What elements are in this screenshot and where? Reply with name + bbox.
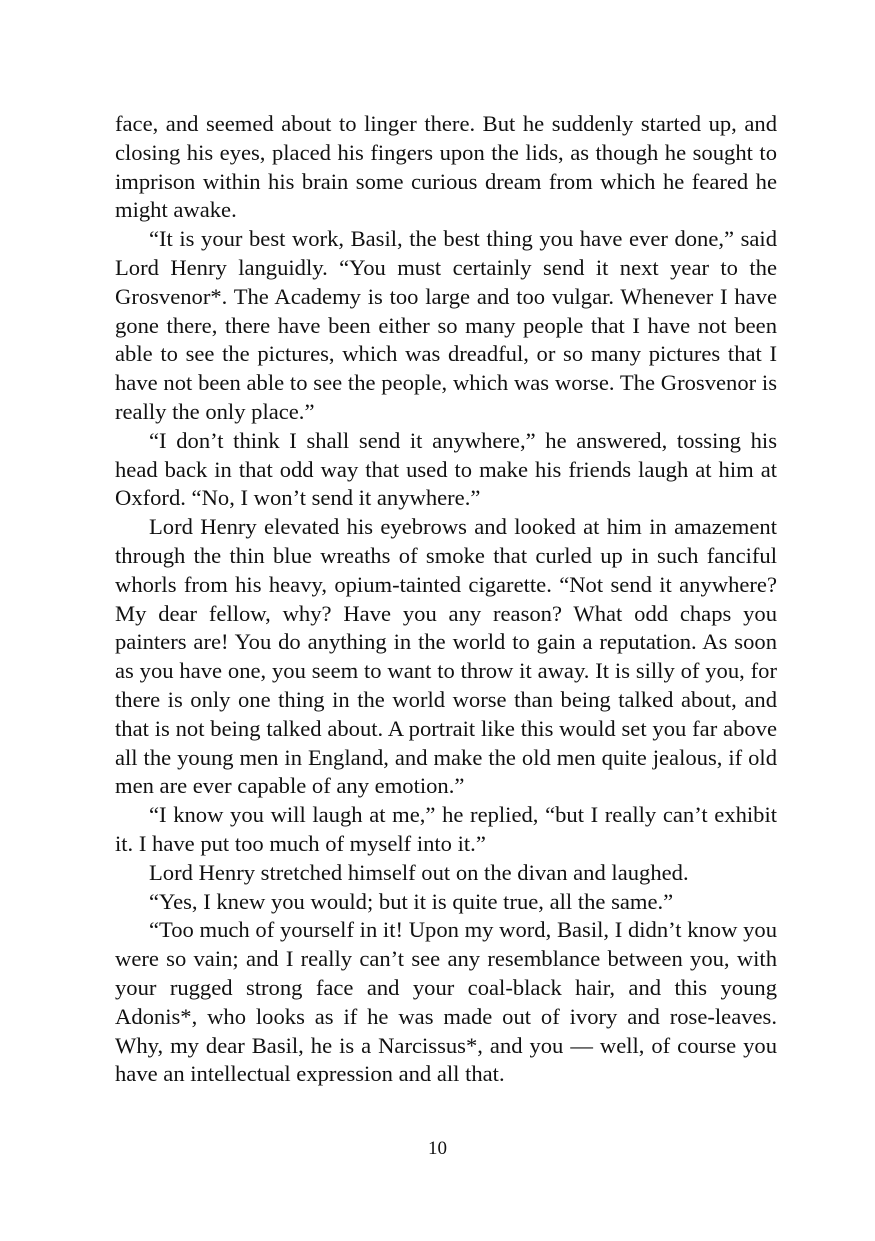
paragraph: “I know you will laugh at me,” he replied, “but I really can’t exhibit it. I have put too much of myself into it.” bbox=[115, 802, 777, 856]
paragraph-continuation: face, and seemed about to linger there. But he suddenly started up, and closing his eyes, placed his fingers upon the lids, as though he sought to imprison within his brain some curious dream from which he feared he might awake. bbox=[115, 111, 777, 223]
paragraph: “Yes, I knew you would; but it is quite true, all the same.” bbox=[149, 888, 674, 914]
paragraph: Lord Henry elevated his eyebrows and looked at him in amazement through the thin blue wreaths of smoke that curled up in such fanciful whorls from his heavy, opium-tainted cigarette. “Not send it anywhere? My dear fellow, why? Have you any reason? What odd chaps you painters are! You do anything in the world to gain a reputation. As soon as you have one, you seem to want to throw it away. It is silly of you, for there is only one thing in the world worse than being talked about, and that is not being talked about. A portrait like this would set you far above all the young men in England, and make the old men quite jealous, if old men are ever capable of any emotion.” bbox=[115, 514, 777, 799]
paragraph: “I don’t think I shall send it anywhere,” he answered, tossing his head back in that odd way that used to make his friends laugh at him at Oxford. “No, I won’t send it anywhere.” bbox=[115, 427, 777, 511]
body-text bbox=[115, 110, 777, 1089]
page-number: 10 bbox=[428, 1138, 447, 1159]
paragraph: “Too much of yourself in it! Upon my word, Basil, I didn’t know you were so vain; and I really can’t see any resemblance between you, with your rugged strong face and your coal-black hair, and this young Adonis*, who looks as if he was made out of ivory and rose-leaves. Why, my dear Basil, he is a Narcissus*, and you — well, of course you have an intellectual expression and all that. bbox=[115, 917, 777, 1087]
paragraph: Lord Henry stretched himself out on the divan and laughed. bbox=[149, 859, 689, 885]
paragraph: “It is your best work, Basil, the best thing you have ever done,” said Lord Henry languidly. “You must certainly send it next year to the Grosvenor*. The Academy is too large and too vulgar. Whenever I have gone there, there have been either so many people that I have not been able to see the pictures, which was dreadful, or so many pictures that I have not been able to see the people, which was worse. The Grosvenor is really the only place.” bbox=[115, 226, 777, 424]
